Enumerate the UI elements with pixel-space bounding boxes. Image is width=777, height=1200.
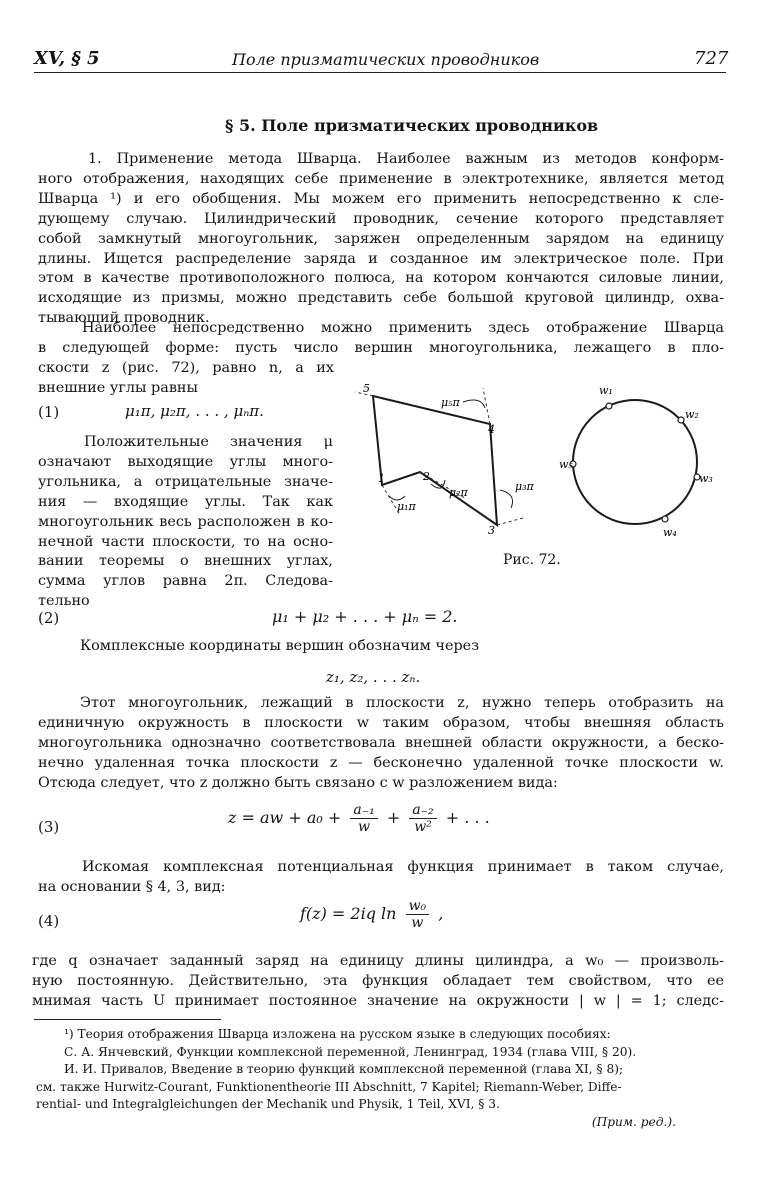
circle-label: w₂ <box>685 408 699 421</box>
dashed-extension <box>497 518 523 525</box>
angle-label: μ₁π <box>397 500 416 513</box>
polygon-shape <box>373 396 497 525</box>
vertex-label: 2 <box>423 470 430 483</box>
paragraph-line: тывающий проводник. <box>38 310 210 327</box>
fraction <box>406 898 430 931</box>
paragraph-line: длины. Ищется распределение заряда и созданное им электрическое поле. При <box>38 250 724 267</box>
circle-label: w₄ <box>663 526 677 539</box>
paragraph-2 <box>38 319 724 359</box>
paragraph-line: нечной части плоскости, то на осно- <box>38 533 333 550</box>
angle-label: μ₂π <box>449 486 468 499</box>
footnote-line: rential- und Integralgleichungen der Mechanik und Physik, 1 Teil, XVI, § 3. <box>36 1097 500 1111</box>
paragraph-line: исходящие из призмы, можно представить себе большой круговой цилиндр, охва- <box>38 290 724 307</box>
paragraph-line: ного отображения, находящих себе применение в электротехнике, является метод <box>38 170 724 187</box>
fraction-denominator: w² <box>414 819 432 835</box>
paragraph-line: сумма углов равна 2π. Следова- <box>38 573 333 590</box>
footnote-rule <box>34 1019 221 1020</box>
paragraph-line: многоугольник весь расположен в ко- <box>38 513 333 530</box>
paragraph-line: Искомая комплексная потенциальная функция принимает в таком случае, <box>82 859 724 875</box>
paragraph-line: внешние углы равны <box>38 379 198 396</box>
angle-label: μ₃π <box>515 480 534 493</box>
figure-72 <box>345 378 725 548</box>
equation-3-suffix: + . . . <box>445 808 490 827</box>
vertex-label: 4 <box>488 423 495 436</box>
paragraph-3 <box>38 433 333 612</box>
paragraph-2-wrap <box>38 359 334 399</box>
fraction <box>350 802 377 835</box>
paragraph-5 <box>38 858 724 898</box>
paragraph-line: угольника, а отрицательные значе- <box>38 473 333 490</box>
equation-1-label: (1) <box>38 403 60 421</box>
header-chapter: XV, § 5 <box>34 48 100 69</box>
paragraph-line: Шварца ¹) и его обобщения. Мы можем его применить непосредственно к сле- <box>38 190 724 207</box>
circle-label: w₅ <box>559 458 573 471</box>
paragraph-line: единичную окружность в плоскости w таким образом, чтобы внешняя область <box>38 714 724 731</box>
equation-4-suffix: , <box>438 904 444 923</box>
paragraph-1 <box>38 150 724 329</box>
coords-formula: z₁, z₂, . . . zₙ. <box>326 668 421 686</box>
paragraph-line: на основании § 4, 3, вид: <box>38 878 226 895</box>
paragraph-line: вании теоремы о внешних углах, <box>38 553 333 570</box>
circle-point <box>662 516 668 522</box>
section-title: § 5. Поле призматических проводников <box>225 116 599 135</box>
footnote-editor-note: (Прим. ред.). <box>591 1114 676 1129</box>
paragraph-line: этом в качестве противоположного полюса, на котором кончаются силовые линии, <box>38 270 724 287</box>
equation-3-plus: + <box>386 808 401 827</box>
paragraph-line: означают выходящие углы много- <box>38 453 333 470</box>
circle-label: w₁ <box>599 384 613 397</box>
paragraph-line: собой замкнутый многоугольник, заряжен определенным зарядом на единицу <box>38 230 724 247</box>
paragraph-6 <box>32 952 724 1012</box>
paragraph-line: дующему случаю. Цилиндрический проводник, сечение которого представляет <box>38 210 724 227</box>
angle-arc <box>500 490 513 508</box>
circle-point <box>678 417 684 423</box>
equation-4-label: (4) <box>38 912 60 930</box>
paragraph-line: Отсюда следует, что z должно быть связано с w разложением вида: <box>38 774 558 791</box>
fraction-denominator: w <box>411 915 424 931</box>
paragraph-line: Положительные значения μ <box>84 434 333 450</box>
equation-3-label: (3) <box>38 818 60 836</box>
equation-4 <box>300 898 443 931</box>
equation-3-prefix: z = aw + a₀ + <box>228 808 342 827</box>
equation-2-label: (2) <box>38 609 60 627</box>
vertex-label: 3 <box>488 524 495 537</box>
paragraph-line: скости z (рис. 72), равно n, а их <box>38 360 334 376</box>
fraction-numerator: a₋₁ <box>350 802 377 819</box>
vertex-label: 1 <box>378 472 385 485</box>
angle-arc <box>463 400 485 408</box>
paragraph-line: Наиболее непосредственно можно применить здесь отображение Шварца <box>82 320 724 336</box>
paragraph-line: где q означает заданный заряд на единицу длины цилиндра, а w₀ — произволь- <box>32 953 724 969</box>
coords-sentence: Комплексные координаты вершин обозначим через <box>80 638 480 654</box>
paragraph-line: 1. Применение метода Шварца. Наиболее важным из методов конформ- <box>88 151 724 167</box>
fraction <box>409 802 436 835</box>
equation-4-prefix: f(z) = 2iq ln <box>300 904 397 923</box>
fraction-numerator: a₋₂ <box>409 802 436 819</box>
page-number: 727 <box>694 48 729 69</box>
footnote-line: ¹) Теория отображения Шварца изложена на русском языке в следующих пособиях: <box>64 1027 611 1041</box>
equation-1: μ₁π, μ₂π, . . . , μₙπ. <box>125 402 264 420</box>
vertex-label: 5 <box>363 382 370 395</box>
paragraph-line: ную постоянную. Действительно, эта функция обладает тем свойством, что ее <box>32 972 724 989</box>
footnote-line: см. также Hurwitz-Courant, Funktionentheorie III Abschnitt, 7 Kapitel; Riemann-Weber, Diffe- <box>36 1079 622 1094</box>
circle-label: w₃ <box>699 472 713 485</box>
footnote <box>36 1026 726 1131</box>
paragraph-line: многоугольника однозначно соответствовала внешней области окружности, а беско- <box>38 734 724 751</box>
fraction-numerator: w₀ <box>406 898 430 915</box>
angle-label: μ₅π <box>441 396 460 409</box>
header-title: Поле призматических проводников <box>232 50 540 69</box>
header-rule <box>34 72 726 73</box>
paragraph-line: Этот многоугольник, лежащий в плоскости z, нужно теперь отобразить на <box>80 695 724 711</box>
footnote-line: С. А. Янчевский, Функции комплексной переменной, Ленинград, 1934 (глава VIII, § 20). <box>64 1044 637 1059</box>
fraction-denominator: w <box>358 819 371 835</box>
paragraph-line: нечно удаленная точка плоскости z — бесконечно удаленной точке плоскости w. <box>38 754 724 771</box>
paragraph-line: ния — входящие углы. Так как <box>38 493 333 510</box>
footnote-line: И. И. Привалов, Введение в теорию функций комплексной переменной (глава XI, § 8); <box>64 1062 624 1076</box>
equation-2: μ₁ + μ₂ + . . . + μₙ = 2. <box>272 607 458 626</box>
circle-point <box>606 403 612 409</box>
paragraph-line: в следующей форме: пусть число вершин многоугольника, лежащего в пло- <box>38 339 724 356</box>
paragraph-4 <box>38 694 724 794</box>
figure-caption: Рис. 72. <box>503 552 561 568</box>
equation-3 <box>228 802 490 835</box>
paragraph-line: тельно <box>38 593 90 610</box>
paragraph-line: мнимая часть U принимает постоянное значение на окружности | w | = 1; следс- <box>32 992 724 1009</box>
